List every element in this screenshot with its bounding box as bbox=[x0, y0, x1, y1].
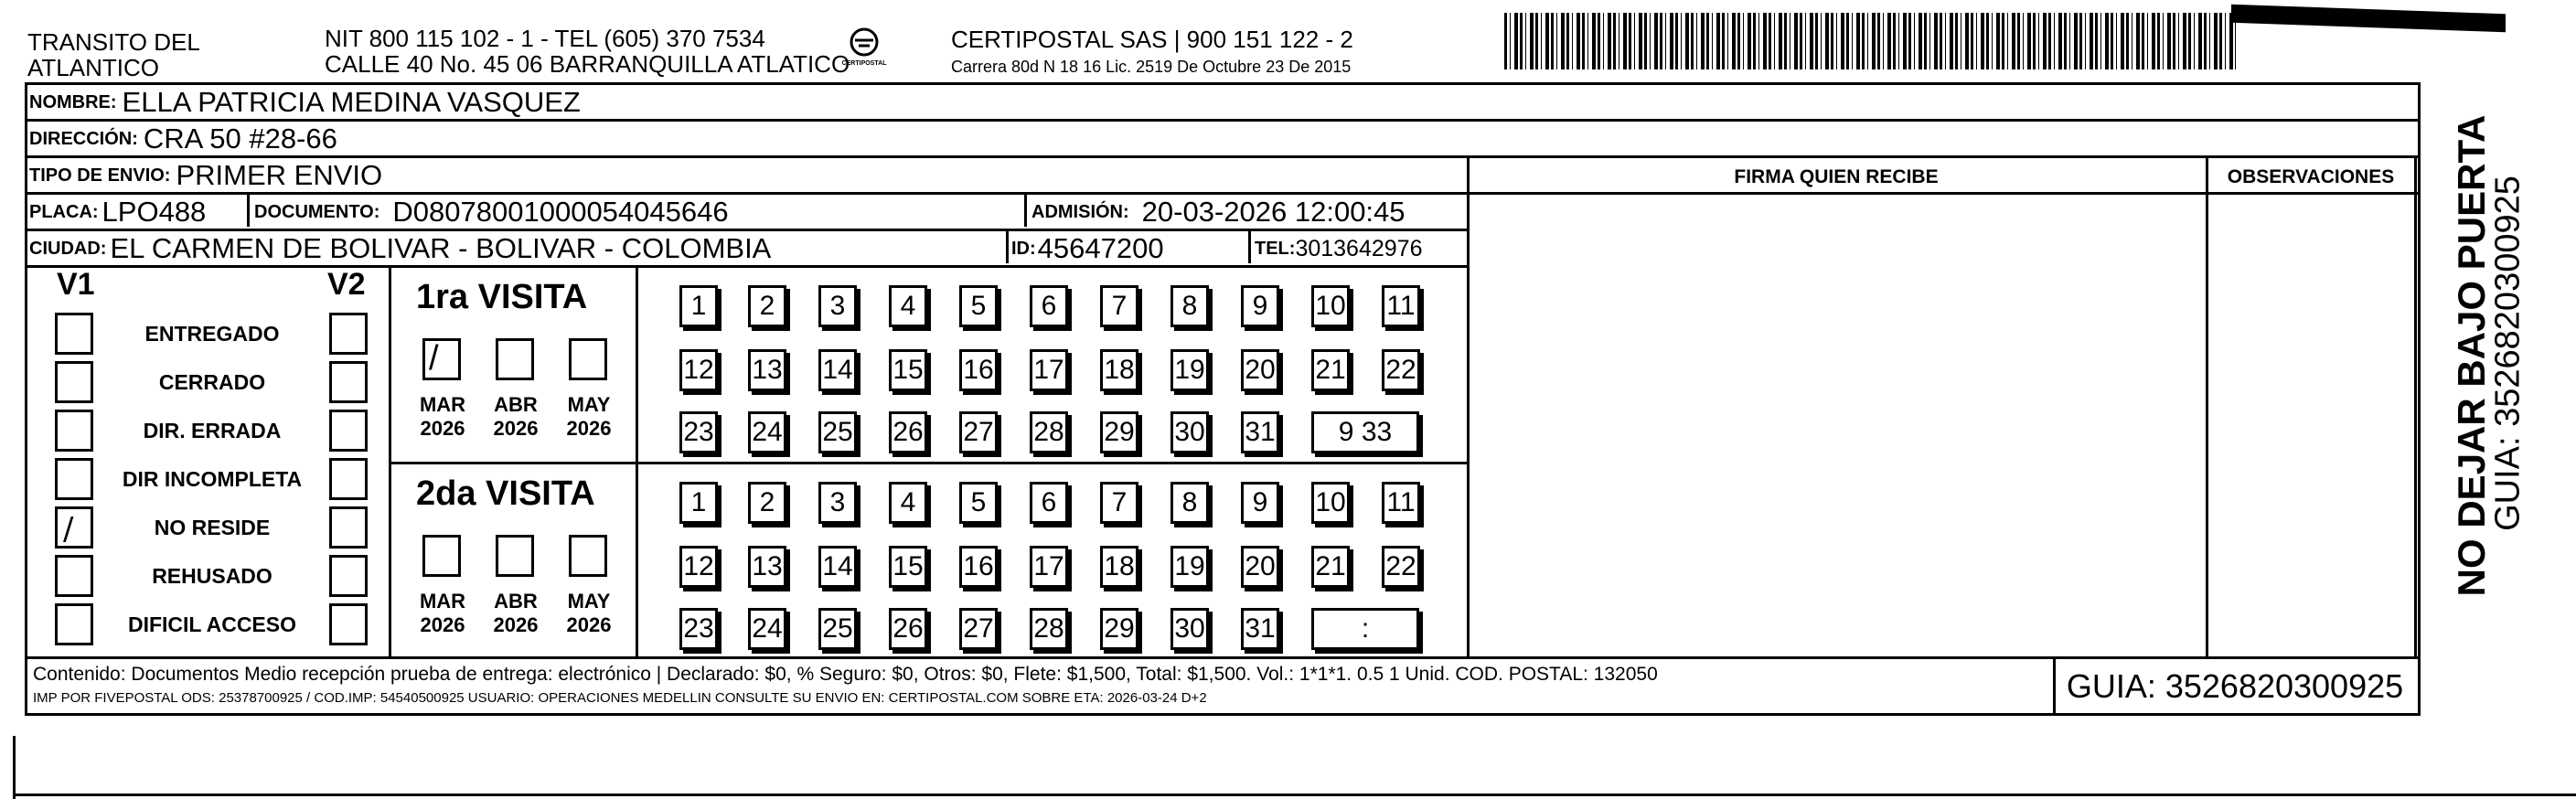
day-checkbox[interactable]: 22 bbox=[1382, 546, 1420, 588]
day-checkbox[interactable]: 13 bbox=[748, 349, 786, 391]
day-checkbox[interactable]: 27 bbox=[959, 608, 998, 650]
admision-label: ADMISIÓN: bbox=[1031, 201, 1129, 222]
month-year: 2026 bbox=[420, 613, 465, 636]
direccion-value: CRA 50 #28-66 bbox=[143, 123, 337, 154]
day-checkbox[interactable]: 10 bbox=[1311, 482, 1350, 524]
day-checkbox[interactable]: 12 bbox=[679, 546, 718, 588]
logo-text: CERTIPOSTAL bbox=[841, 60, 887, 67]
certipostal-logo bbox=[837, 24, 892, 79]
v1-checkbox[interactable] bbox=[55, 458, 93, 500]
day-checkbox[interactable]: 19 bbox=[1170, 349, 1209, 391]
day-checkbox[interactable]: 2 bbox=[748, 285, 786, 327]
month-checkbox[interactable] bbox=[569, 338, 607, 380]
month-label bbox=[413, 590, 472, 637]
tel-value: 3013642976 bbox=[1295, 235, 1423, 261]
day-checkbox[interactable]: 27 bbox=[959, 411, 998, 453]
issuer-line-2: ATLANTICO bbox=[27, 54, 159, 81]
month-name: ABR bbox=[494, 393, 538, 416]
ciudad-row bbox=[29, 232, 771, 265]
documento-row bbox=[254, 196, 729, 229]
month-year: 2026 bbox=[493, 613, 539, 636]
day-checkbox[interactable]: 8 bbox=[1170, 285, 1209, 327]
tel-label: TEL: bbox=[1255, 238, 1296, 259]
id-value: 45647200 bbox=[1037, 232, 1164, 264]
tipo-label: TIPO DE ENVIO: bbox=[29, 165, 171, 186]
day-checkbox[interactable]: 30 bbox=[1170, 411, 1209, 453]
footer-guia: GUIA: 3526820300925 bbox=[2066, 667, 2404, 705]
day-checkbox[interactable]: 16 bbox=[959, 546, 998, 588]
day-checkbox[interactable]: 15 bbox=[889, 349, 927, 391]
admision-value: 20-03-2026 12:00:45 bbox=[1141, 196, 1406, 228]
v2-checkbox[interactable] bbox=[329, 410, 368, 452]
day-checkbox[interactable]: 31 bbox=[1241, 608, 1279, 650]
day-checkbox[interactable]: 7 bbox=[1100, 482, 1138, 524]
day-checkbox[interactable]: 4 bbox=[889, 482, 927, 524]
status-option-label: ENTREGADO bbox=[144, 322, 280, 346]
day-checkbox[interactable]: 17 bbox=[1030, 546, 1068, 588]
tel-row bbox=[1255, 232, 1422, 265]
day-checkbox[interactable]: 14 bbox=[818, 546, 857, 588]
license-line: Carrera 80d N 18 16 Lic. 2519 De Octubre 23 De 2015 bbox=[951, 58, 1352, 76]
day-checkbox[interactable]: 26 bbox=[889, 608, 927, 650]
observaciones-field[interactable] bbox=[2209, 196, 2412, 655]
status-option-label: DIFICIL ACCESO bbox=[127, 613, 296, 636]
month-checkbox[interactable] bbox=[496, 338, 534, 380]
status-option-label: REHUSADO bbox=[152, 564, 273, 588]
month-year: 2026 bbox=[493, 417, 539, 440]
month-checkbox[interactable] bbox=[422, 338, 461, 380]
v2-checkbox[interactable] bbox=[329, 458, 368, 500]
v1-checkbox[interactable] bbox=[55, 603, 93, 645]
status-option-label: NO RESIDE bbox=[154, 516, 271, 539]
month-label bbox=[560, 393, 618, 441]
month-name: MAR bbox=[419, 393, 466, 416]
day-checkbox[interactable]: 21 bbox=[1311, 349, 1350, 391]
day-checkbox[interactable]: 8 bbox=[1170, 482, 1209, 524]
v2-checkbox[interactable] bbox=[329, 603, 368, 645]
v2-checkbox[interactable] bbox=[329, 361, 368, 403]
day-checkbox[interactable]: 6 bbox=[1030, 482, 1068, 524]
observaciones-header: OBSERVACIONES bbox=[2227, 166, 2395, 187]
placa-label: PLACA: bbox=[29, 201, 99, 222]
documento-label: DOCUMENTO: bbox=[254, 201, 380, 222]
placa-row bbox=[29, 196, 206, 229]
ciudad-label: CIUDAD: bbox=[29, 238, 107, 259]
issuer-line-1: TRANSITO DEL bbox=[27, 28, 200, 56]
day-checkbox[interactable]: 23 bbox=[679, 411, 718, 453]
v2-label: V2 bbox=[327, 267, 366, 302]
day-checkbox[interactable]: 11 bbox=[1382, 482, 1420, 524]
month-year: 2026 bbox=[566, 417, 612, 440]
month-name: MAY bbox=[567, 590, 611, 613]
company-line: CERTIPOSTAL SAS | 900 151 122 - 2 bbox=[951, 26, 1353, 53]
v1-checkbox[interactable] bbox=[55, 361, 93, 403]
v2-checkbox[interactable] bbox=[329, 313, 368, 355]
v1-checkbox[interactable] bbox=[55, 555, 93, 597]
day-checkbox[interactable]: 9 bbox=[1241, 482, 1279, 524]
status-option-label: CERRADO bbox=[158, 370, 266, 394]
day-checkbox[interactable]: 28 bbox=[1030, 608, 1068, 650]
day-checkbox[interactable]: 11 bbox=[1382, 285, 1420, 327]
status-option-label: DIR. ERRADA bbox=[143, 419, 282, 442]
day-checkbox[interactable]: 10 bbox=[1311, 285, 1350, 327]
handwritten-mark: / bbox=[429, 339, 439, 378]
visit-time-field[interactable]: 9 33 bbox=[1311, 411, 1419, 453]
firma-header: FIRMA QUIEN RECIBE bbox=[1734, 166, 1939, 187]
month-label bbox=[486, 590, 545, 637]
day-checkbox[interactable]: 26 bbox=[889, 411, 927, 453]
footer-content-line: Contenido: Documentos Medio recepción prueba de entrega: electrónico | Declarado: $0, % Seguro: $0, Otros: $0, Flete: $1,500, Total: $1,500. Vol.: 1*1*1. 0.5 1 Unid. COD. POSTAL: 132050 bbox=[33, 664, 1658, 685]
day-checkbox[interactable]: 2 bbox=[748, 482, 786, 524]
day-checkbox[interactable]: 17 bbox=[1030, 349, 1068, 391]
day-checkbox[interactable]: 19 bbox=[1170, 546, 1209, 588]
day-checkbox[interactable]: 21 bbox=[1311, 546, 1350, 588]
day-checkbox[interactable]: 29 bbox=[1100, 411, 1138, 453]
day-checkbox[interactable]: 7 bbox=[1100, 285, 1138, 327]
tipo-row bbox=[29, 159, 382, 192]
issuer-name bbox=[27, 29, 200, 80]
month-name: MAY bbox=[567, 393, 611, 416]
issuer-contact bbox=[325, 26, 850, 77]
nombre-value: ELLA PATRICIA MEDINA VASQUEZ bbox=[122, 86, 581, 118]
month-label bbox=[486, 393, 545, 441]
side-text bbox=[2421, 114, 2528, 626]
v1-label: V1 bbox=[57, 267, 95, 302]
day-checkbox[interactable]: 18 bbox=[1100, 546, 1138, 588]
nit-line: NIT 800 115 102 - 1 - TEL (605) 370 7534 bbox=[325, 25, 765, 52]
visit-title: 2da VISITA bbox=[416, 474, 595, 513]
day-checkbox[interactable]: 31 bbox=[1241, 411, 1279, 453]
v1-checkbox[interactable] bbox=[55, 506, 93, 549]
tipo-value: PRIMER ENVIO bbox=[176, 159, 383, 191]
day-checkbox[interactable]: 4 bbox=[889, 285, 927, 327]
month-checkbox[interactable] bbox=[496, 535, 534, 577]
visit-title: 1ra VISITA bbox=[416, 278, 588, 316]
barcode bbox=[1504, 13, 2236, 69]
day-checkbox[interactable]: 6 bbox=[1030, 285, 1068, 327]
day-checkbox[interactable]: 29 bbox=[1100, 608, 1138, 650]
day-checkbox[interactable]: 1 bbox=[679, 482, 718, 524]
day-checkbox[interactable]: 5 bbox=[959, 482, 998, 524]
day-checkbox[interactable]: 23 bbox=[679, 608, 718, 650]
day-checkbox[interactable]: 16 bbox=[959, 349, 998, 391]
v2-checkbox[interactable] bbox=[329, 555, 368, 597]
day-checkbox[interactable]: 13 bbox=[748, 546, 786, 588]
day-checkbox[interactable]: 3 bbox=[818, 482, 857, 524]
month-year: 2026 bbox=[566, 613, 612, 636]
scan-smudge bbox=[2231, 5, 2506, 32]
visit-time-field[interactable]: : bbox=[1311, 608, 1419, 650]
nombre-label: NOMBRE: bbox=[29, 91, 117, 112]
footer-print-line: IMP POR FIVEPOSTAL ODS: 25378700925 / COD.IMP: 54540500925 USUARIO: OPERACIONES MEDELLIN CONSULTE SU ENVIO EN: CERTIPOSTAL.COM SOBRE ETA: 2026-03-24 D+2 bbox=[33, 690, 1207, 706]
day-checkbox[interactable]: 22 bbox=[1382, 349, 1420, 391]
month-name: ABR bbox=[494, 590, 538, 613]
ciudad-value: EL CARMEN DE BOLIVAR - BOLIVAR - COLOMBIA bbox=[110, 232, 772, 264]
month-checkbox[interactable] bbox=[422, 535, 461, 577]
day-checkbox[interactable]: 3 bbox=[818, 285, 857, 327]
day-checkbox[interactable]: 30 bbox=[1170, 608, 1209, 650]
month-label bbox=[560, 590, 618, 637]
no-dejar-bajo-puerta: NO DEJAR BAJO PUERTA bbox=[2450, 114, 2493, 597]
day-checkbox[interactable]: 1 bbox=[679, 285, 718, 327]
day-checkbox[interactable]: 12 bbox=[679, 349, 718, 391]
day-checkbox[interactable]: 28 bbox=[1030, 411, 1068, 453]
day-checkbox[interactable]: 18 bbox=[1100, 349, 1138, 391]
handwritten-mark: / bbox=[63, 511, 74, 548]
month-label bbox=[413, 393, 472, 441]
day-checkbox[interactable]: 9 bbox=[1241, 285, 1279, 327]
direccion-row bbox=[29, 123, 337, 155]
day-checkbox[interactable]: 24 bbox=[748, 411, 786, 453]
documento-value: D08078001000054045646 bbox=[392, 196, 729, 228]
status-option-label: DIR INCOMPLETA bbox=[122, 467, 303, 491]
day-checkbox[interactable]: 15 bbox=[889, 546, 927, 588]
day-checkbox[interactable]: 14 bbox=[818, 349, 857, 391]
firma-field[interactable] bbox=[1470, 196, 2204, 655]
day-checkbox[interactable]: 25 bbox=[818, 608, 857, 650]
day-checkbox[interactable]: 25 bbox=[818, 411, 857, 453]
v2-checkbox[interactable] bbox=[329, 506, 368, 549]
month-checkbox[interactable] bbox=[569, 535, 607, 577]
v1-checkbox[interactable] bbox=[55, 313, 93, 355]
company-info bbox=[951, 26, 1353, 77]
side-guia: GUIA: 3526820300925 bbox=[2488, 176, 2528, 531]
placa-value: LPO488 bbox=[102, 196, 207, 228]
id-row bbox=[1011, 232, 1164, 265]
day-checkbox[interactable]: 20 bbox=[1241, 349, 1279, 391]
address-line: CALLE 40 No. 45 06 BARRANQUILLA ATLATICO bbox=[325, 50, 850, 78]
day-checkbox[interactable]: 20 bbox=[1241, 546, 1279, 588]
admision-row bbox=[1031, 196, 1406, 229]
nombre-row bbox=[29, 86, 581, 119]
day-checkbox[interactable]: 24 bbox=[748, 608, 786, 650]
id-label: ID: bbox=[1011, 238, 1036, 259]
day-checkbox[interactable]: 5 bbox=[959, 285, 998, 327]
month-year: 2026 bbox=[420, 417, 465, 440]
v1-checkbox[interactable] bbox=[55, 410, 93, 452]
direccion-label: DIRECCIÓN: bbox=[29, 128, 138, 149]
month-name: MAR bbox=[419, 590, 466, 613]
